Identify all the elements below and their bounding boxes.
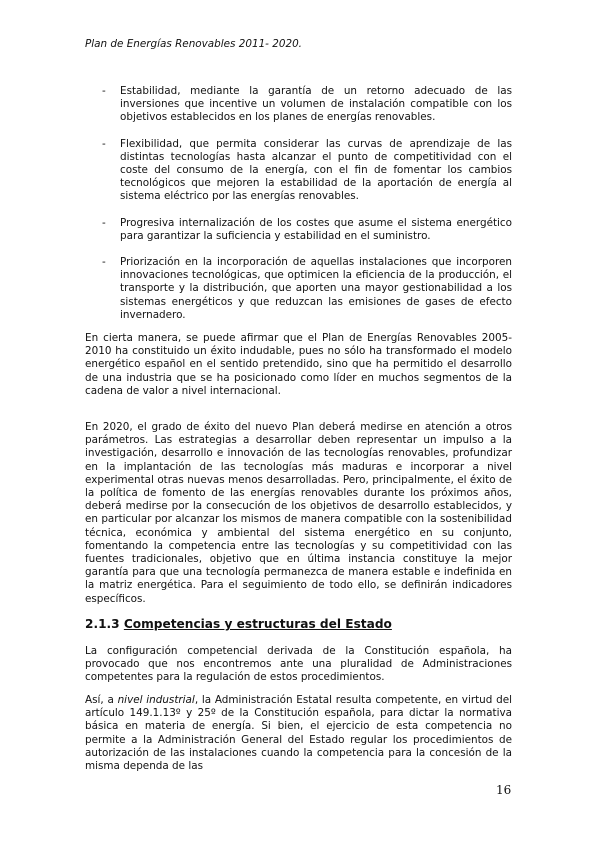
bullet-dash: - xyxy=(102,137,106,150)
bullet-item xyxy=(85,217,512,243)
paragraph: En cierta manera, se puede afirmar que el Plan de Energías Renovables 2005-2010 ha constituido un éxito indudable, pues no sólo ha transformado el modelo energético español en el sentido pretendido, sino que ha permitido el desarrollo de una industria que se ha posicionado como líder en muchos segmentos de la cadena de valor a nivel internacional. xyxy=(85,332,512,397)
paragraph-emphasis: nivel industrial xyxy=(117,694,195,706)
bullet-list xyxy=(85,85,512,322)
section-title: Competencias y estructuras del Estado xyxy=(123,617,392,631)
bullet-dash: - xyxy=(102,256,106,269)
bullet-text: Progresiva internalización de los costes que asume el sistema energético para garantizar la suficiencia y estabilidad en el suministro. xyxy=(120,216,512,242)
page-number: 16 xyxy=(496,783,512,797)
bullet-text: Estabilidad, mediante la garantía de un retorno adecuado de las inversiones que incentive un volumen de instalación compatible con los objetivos establecidos en los planes de energías renovables. xyxy=(120,85,512,124)
paragraph-rest: , la Administración Estatal resulta competente, en virtud del artículo 149.1.13º y 25º de la Constitución española, para dictar la normativa básica en materia de energía. Si bien, el ejercicio de esta competencia no permite a la Administración General del Estado regular los procedimientos de autorización de las instalaciones cuando la competencia para la concesión de la misma dependa de las xyxy=(85,694,512,773)
bullet-item xyxy=(85,256,512,322)
paragraph-lead: Así, a xyxy=(85,694,118,706)
paragraph: La configuración competencial derivada de la Constitución española, ha provocado que nos encontremos ante una pluralidad de Administraciones competentes para la regulación de estos procedimientos. xyxy=(85,645,512,684)
bullet-dash: - xyxy=(102,216,106,229)
bullet-text: Flexibilidad, que permita considerar las curvas de aprendizaje de las distintas tecnologías hasta alcanzar el punto de competitividad con el coste del consumo de la energía, con el fin de fomentar los cambios tecnológicos que mejoren la estabilidad de la aportación de energía al sistema eléctrico por las energías renovables. xyxy=(120,137,512,203)
paragraph: En 2020, el grado de éxito del nuevo Plan deberá medirse en atención a otros parámetros. Las estrategias a desarrollar deben representar un impulso a la investigación, desarrollo e innovación de las tecnologías renovables, profundizar en la implantación de las tecnologías más maduras e incorporar a nivel experimental otras nuevas menos desarrolladas. Pero, principalmente, el éxito de la política de fomento de las energías renovables durante los próximos años, deberá medirse por la consecución de los objetivos de desarrollo establecidos, y en particular por alcanzar los mismos de manera compatible con la sostenibilidad técnica, económica y ambiental del sistema energético en su conjunto, fomentando la competencia entre las tecnologías y su competitividad con las fuentes tradicionales, objetivo que en última instancia constituye la mejor garantía para que una tecnología permanezca de manera estable e indefinida en la matriz energética. Para el seguimiento de todo ello, se definirán indicadores específicos. xyxy=(85,421,512,605)
bullet-item xyxy=(85,85,512,125)
bullet-item xyxy=(85,138,512,204)
paragraph xyxy=(85,694,512,773)
bullet-text: Priorización en la incorporación de aquellas instalaciones que incorporen innovaciones tecnológicas, que optimicen la eficiencia de la producción, el transporte y la distribución, que aporten una mayor gestionabilidad a los sistemas energéticos y que reduzcan las emisiones de gases de efecto invernadero. xyxy=(120,256,512,321)
running-header: Plan de Energías Renovables 2011- 2020. xyxy=(85,38,302,50)
section-heading xyxy=(85,618,512,631)
bullet-dash: - xyxy=(102,85,106,97)
section-number: 2.1.3 xyxy=(85,617,124,631)
